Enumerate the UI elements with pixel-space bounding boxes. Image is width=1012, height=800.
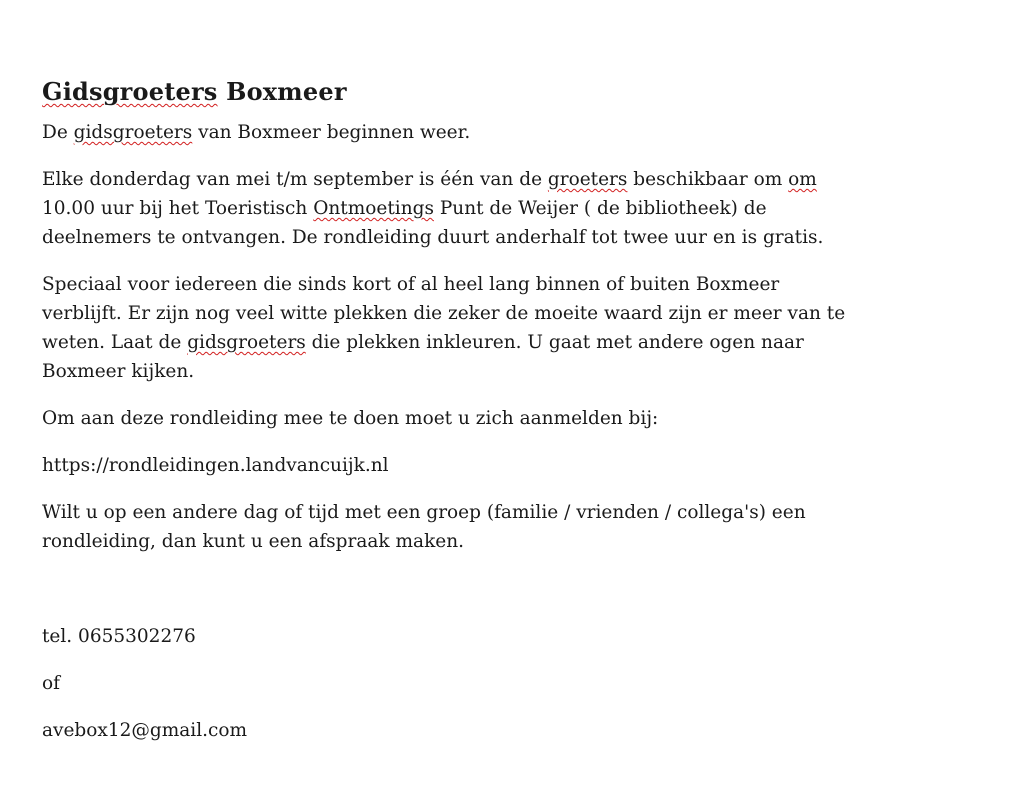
schedule-misspelled-ontmoetings: Ontmoetings xyxy=(313,198,434,219)
schedule-misspelled-om: om xyxy=(788,169,817,190)
special-line1: Speciaal voor iedereen die sinds kort of al heel lang binnen of buiten Boxmeer xyxy=(42,274,780,295)
special-line2: verblijft. Er zijn nog veel witte plekken die zeker de moeite waard zijn er meer van te xyxy=(42,303,846,324)
appointment-line1: Wilt u op een andere dag of tijd met een groep (familie / vrienden / collega's) een xyxy=(42,502,806,523)
appointment-paragraph xyxy=(42,498,942,556)
or-line: of xyxy=(42,673,60,694)
intro-text-end: van Boxmeer beginnen weer. xyxy=(192,122,471,143)
appointment-line2: rondleiding, dan kunt u een afspraak maken. xyxy=(42,531,465,552)
schedule-line1-c: beschikbaar om xyxy=(627,169,789,190)
special-line3-a: weten. Laat de xyxy=(42,332,188,353)
blank-space xyxy=(42,574,942,622)
title-rest: Boxmeer xyxy=(217,77,347,106)
document-page xyxy=(42,76,942,763)
signup-url-text[interactable]: https://rondleidingen.landvancuijk.nl xyxy=(42,455,389,476)
schedule-line1-a: Elke donderdag van mei t/m september is één van de xyxy=(42,169,548,190)
signup-url xyxy=(42,451,942,480)
signup-paragraph: Om aan deze rondleiding mee te doen moet u zich aanmelden bij: xyxy=(42,408,659,429)
special-paragraph xyxy=(42,270,942,386)
intro-misspelled-word: gidsgroeters xyxy=(73,122,193,143)
intro-text-start: De xyxy=(42,122,74,143)
schedule-line2-c: Punt de Weijer ( de bibliotheek) de xyxy=(433,198,767,219)
schedule-misspelled-groeters: groeters xyxy=(547,169,628,190)
email-line xyxy=(42,716,942,745)
schedule-line3: deelnemers te ontvangen. De rondleiding duurt anderhalf tot twee uur en is gratis. xyxy=(42,227,824,248)
title-misspelled-word: Gidsgroeters xyxy=(42,77,218,106)
intro-paragraph xyxy=(42,118,942,147)
document-title xyxy=(42,76,942,108)
email-address[interactable]: avebox12@gmail.com xyxy=(42,720,248,741)
phone-line: tel. 0655302276 xyxy=(42,626,196,647)
schedule-paragraph xyxy=(42,165,942,252)
special-line4: Boxmeer kijken. xyxy=(42,361,195,382)
schedule-line2-a: 10.00 uur bij het Toeristisch xyxy=(42,198,314,219)
special-misspelled-word: gidsgroeters xyxy=(187,332,306,353)
special-line3-c: die plekken inkleuren. U gaat met andere ogen naar xyxy=(305,332,804,353)
